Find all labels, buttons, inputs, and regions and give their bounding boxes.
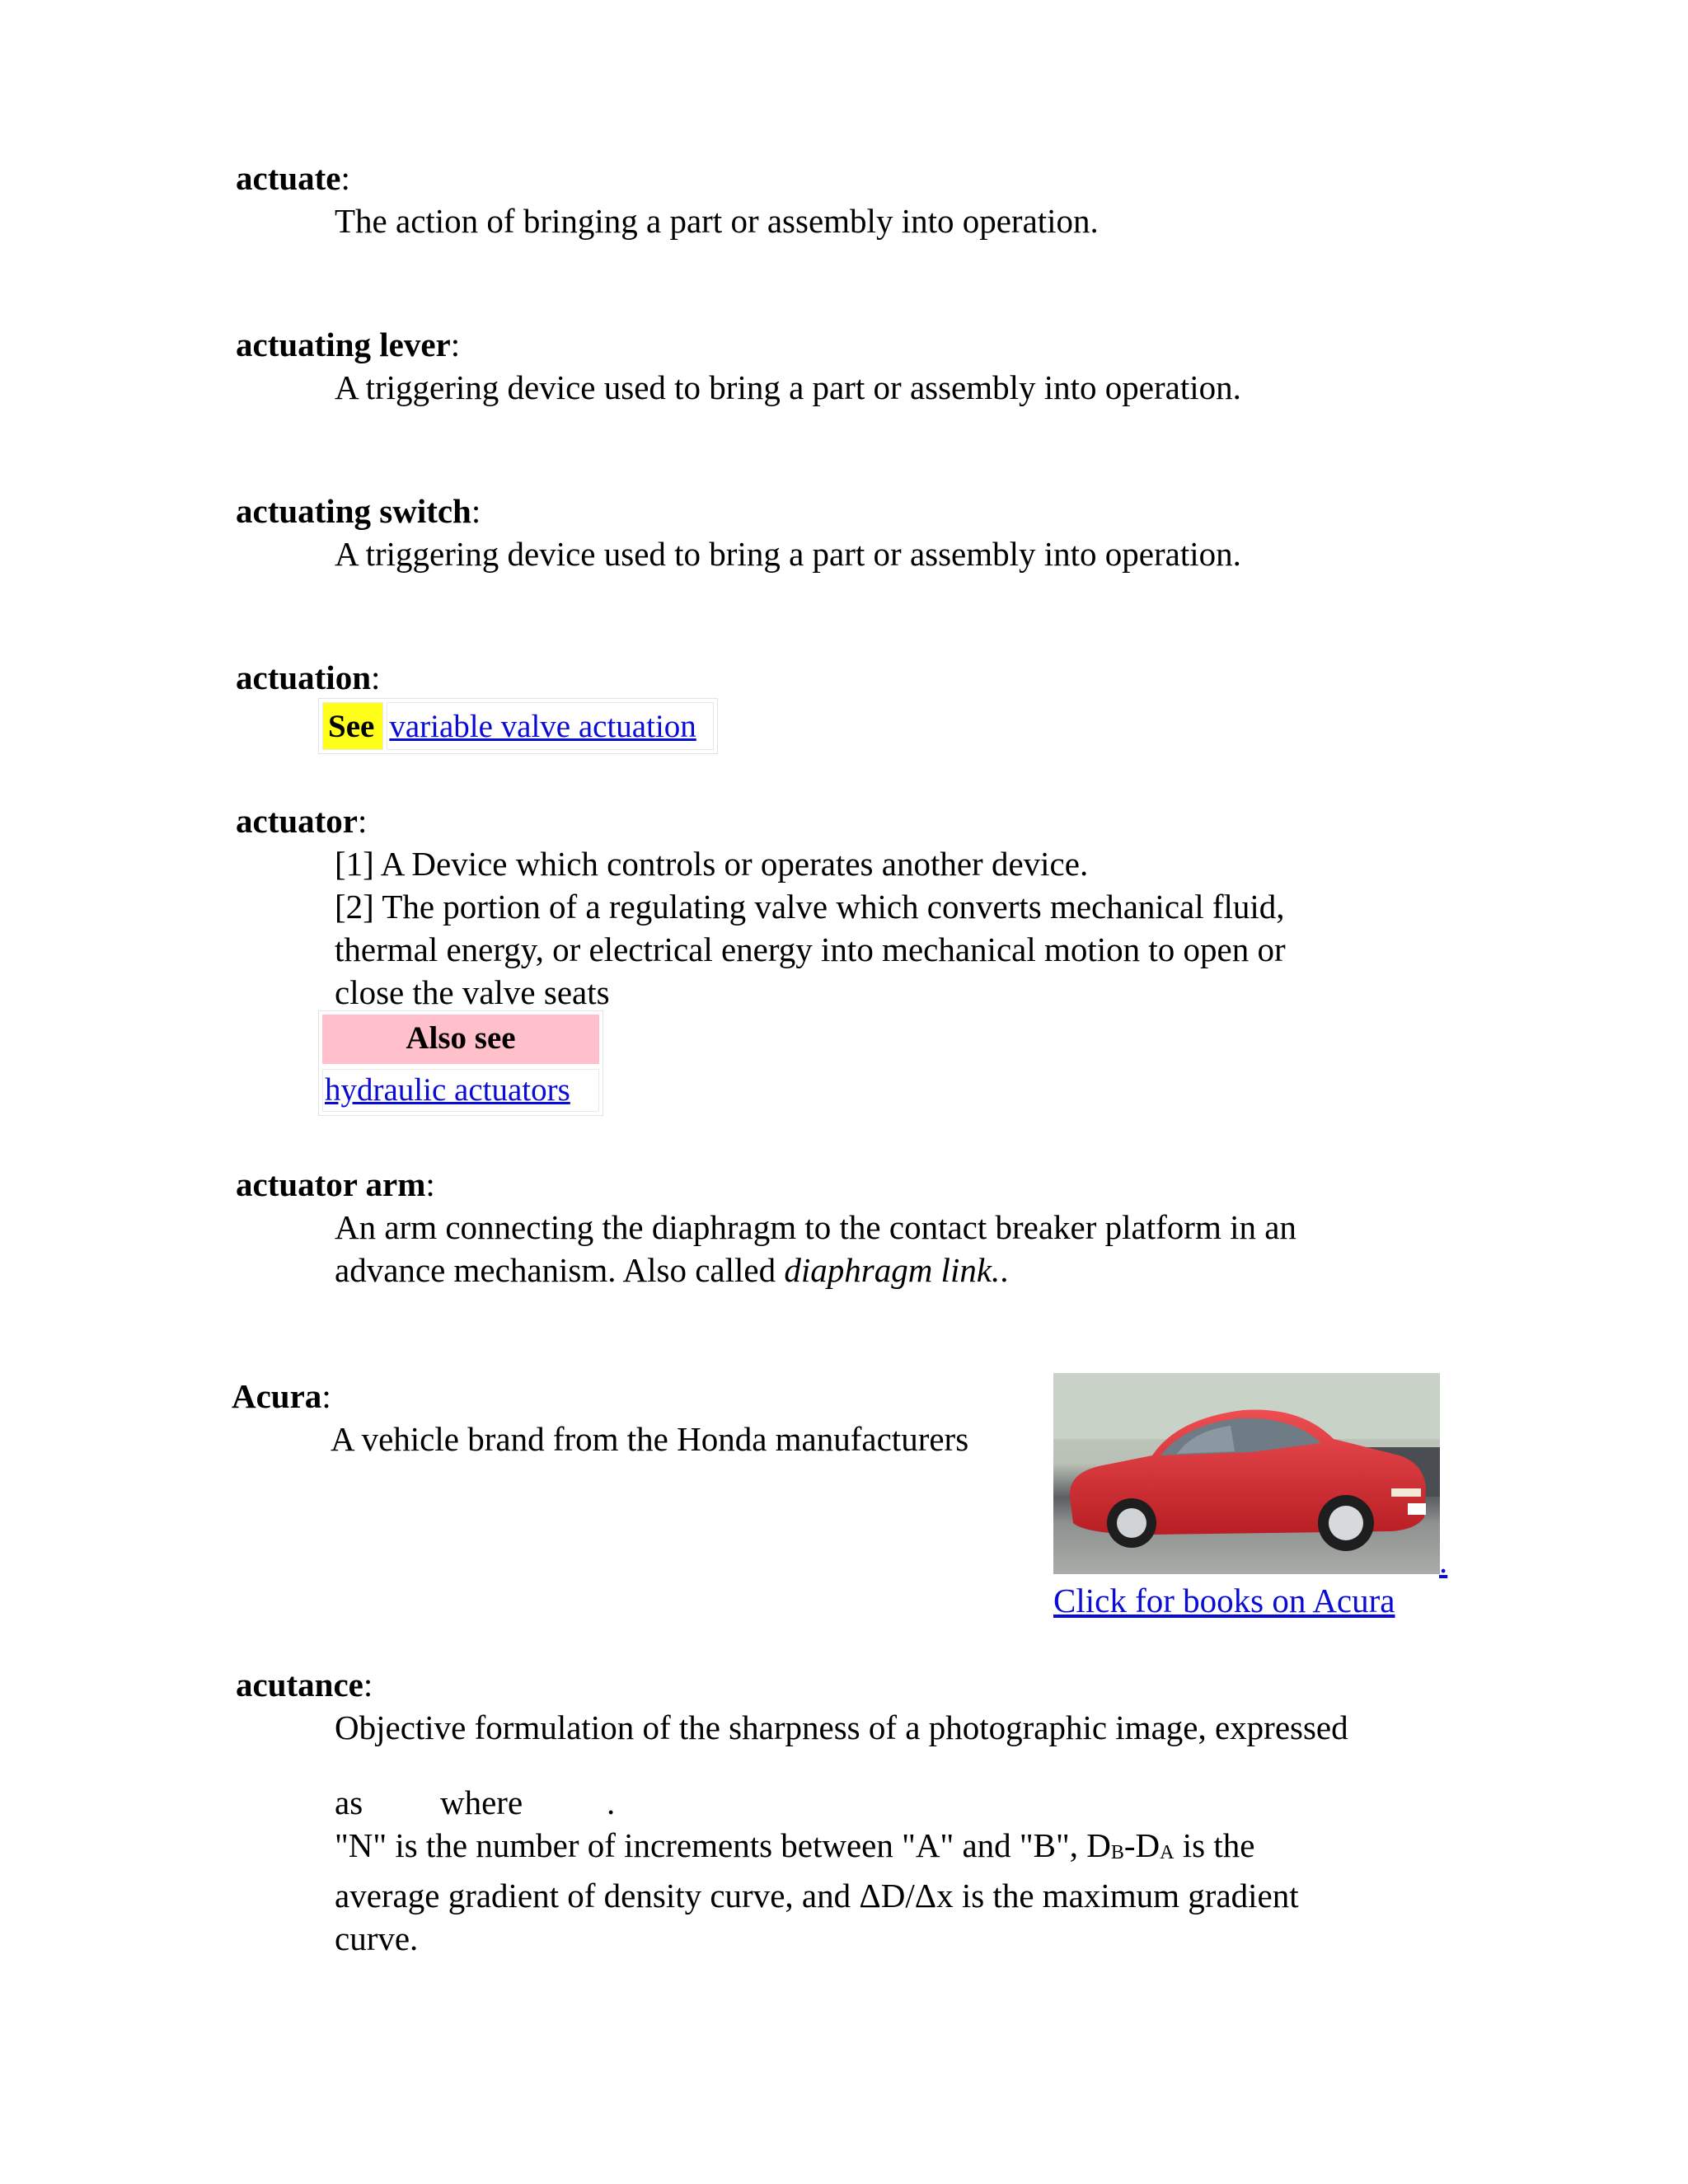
- definition-acura: A vehicle brand from the Honda manufacturers: [331, 1420, 969, 1458]
- red-car-illustration: [1053, 1373, 1440, 1574]
- definition-acutance-line-1: Objective formulation of the sharpness of a photographic image, expressed: [335, 1708, 1348, 1746]
- definition-actuator-arm: [335, 1206, 1472, 1291]
- where-label: where: [440, 1783, 523, 1821]
- as-label: as: [335, 1783, 363, 1821]
- term-actuating-lever: actuating lever:: [236, 326, 461, 363]
- term-actuator: actuator:: [236, 802, 368, 840]
- hydraulic-actuators-link[interactable]: hydraulic actuators: [325, 1072, 570, 1108]
- variable-valve-actuation-link[interactable]: variable valve actuation: [389, 709, 696, 744]
- term-actuate: actuate:: [236, 159, 350, 197]
- term-acutance: acutance:: [236, 1666, 373, 1704]
- actuator-arm-line-1: An arm connecting the diaphragm to the contact breaker platform in an: [335, 1208, 1296, 1246]
- term-actuating-switch: actuating switch:: [236, 492, 481, 530]
- see-also-box: [318, 698, 718, 754]
- diaphragm-link-italic: diaphragm link.: [784, 1251, 1001, 1289]
- acura-car-image[interactable]: [1053, 1373, 1440, 1574]
- definition-actuating-switch: A triggering device used to bring a part or assembly into operation.: [335, 535, 1241, 573]
- acura-caption: [1053, 1579, 1395, 1622]
- also-see-box: [318, 1010, 603, 1116]
- definition-actuator: [335, 842, 1472, 1014]
- term-acura: Acura:: [232, 1377, 331, 1415]
- definition-actuate: The action of bringing a part or assembly into operation.: [335, 202, 1099, 240]
- also-see-cell: [322, 1069, 599, 1112]
- formula-period: .: [607, 1783, 616, 1821]
- acura-image-link-trailing[interactable]: .: [1439, 1542, 1448, 1580]
- see-link-cell: [387, 702, 713, 750]
- acutance-line-5: curve.: [335, 1919, 419, 1957]
- actuator-arm-line-2: advance mechanism. Also called diaphragm link..: [335, 1251, 1009, 1289]
- term-actuator-arm: actuator arm:: [236, 1165, 435, 1203]
- actuator-definition-2-line-3: close the valve seats: [335, 973, 610, 1011]
- books-on-acura-link[interactable]: Click for books on Acura: [1053, 1582, 1395, 1619]
- acutance-line-4: average gradient of density curve, and ΔD/Δx is the maximum gradient: [335, 1877, 1299, 1915]
- also-see-header: Also see: [322, 1015, 599, 1064]
- acutance-line-3: "N" is the number of increments between "A" and "B", $D_B-D_A$ is the: [335, 1826, 1255, 1864]
- definition-acutance-rest: [335, 1824, 1472, 1960]
- actuator-definition-1: [1] A Device which controls or operates another device.: [335, 845, 1089, 883]
- see-label: See: [322, 702, 383, 750]
- actuator-definition-2-line-1: [2] The portion of a regulating valve which converts mechanical fluid,: [335, 888, 1285, 926]
- definition-actuating-lever: A triggering device used to bring a part or assembly into operation.: [335, 368, 1241, 406]
- actuator-definition-2-line-2: thermal energy, or electrical energy into mechanical motion to open or: [335, 930, 1286, 968]
- term-actuation: actuation:: [236, 658, 381, 696]
